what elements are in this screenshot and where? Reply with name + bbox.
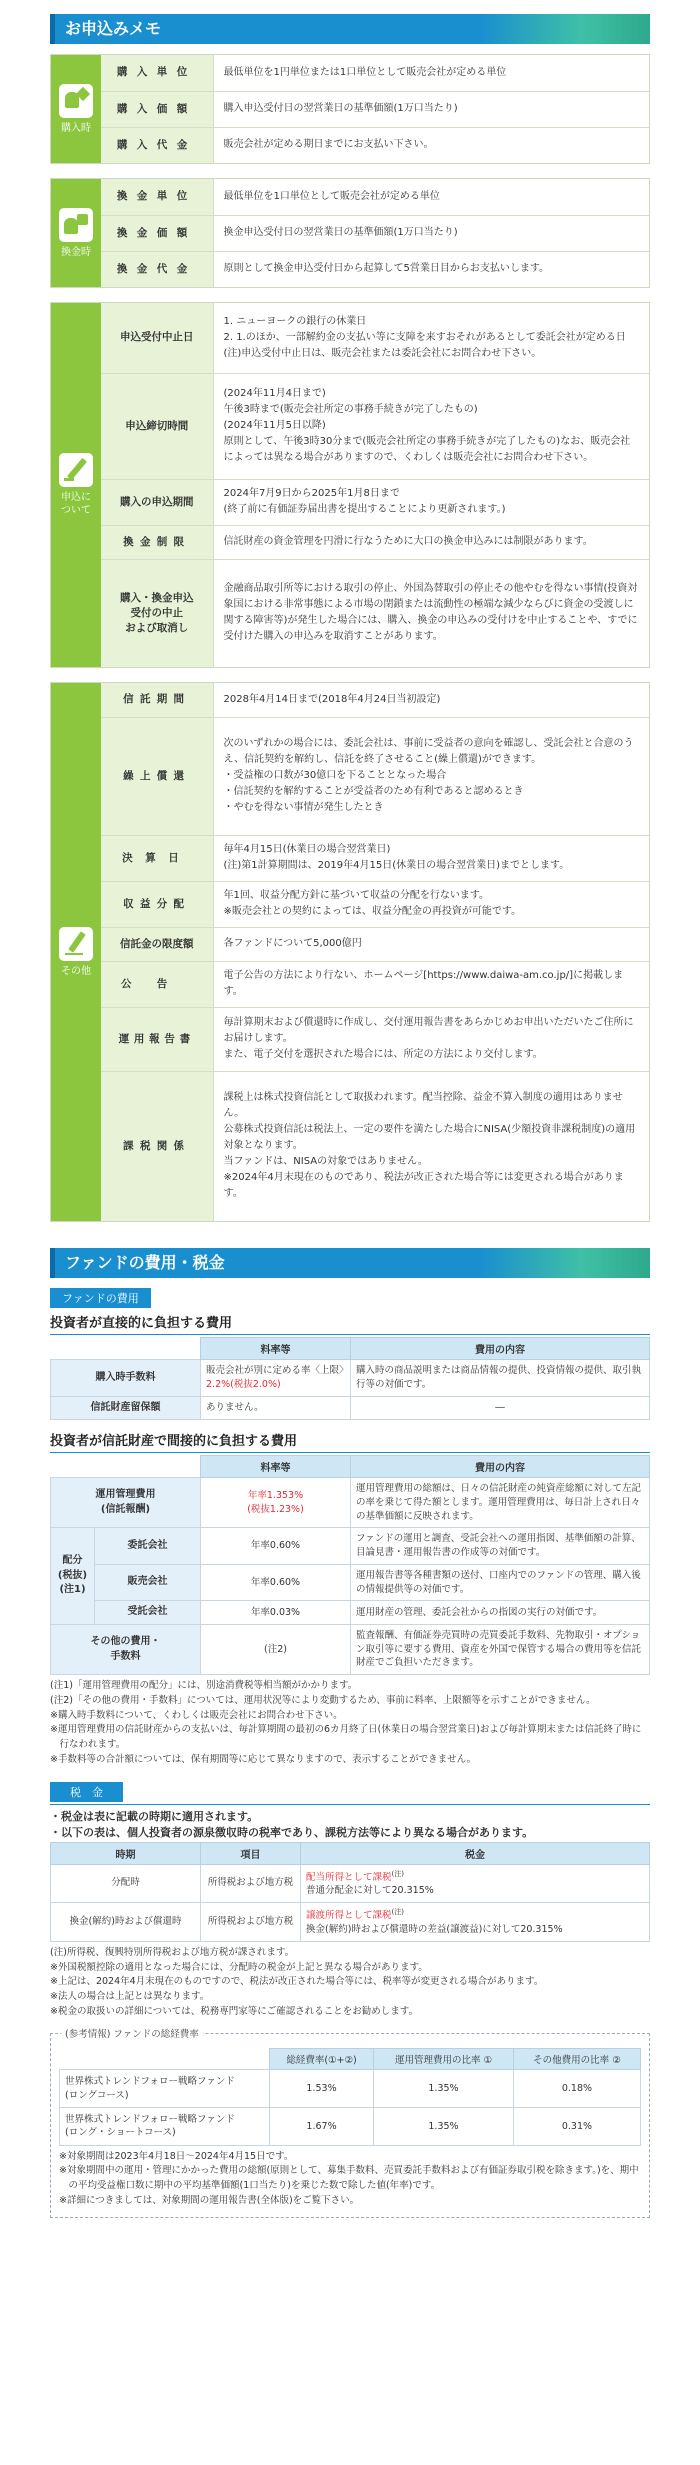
alloc-party: 受託会社 [95, 1601, 201, 1625]
row-value: 換金申込受付日の翌営業日の基準価額(1万口当たり) [213, 215, 649, 251]
alloc-party: 販売会社 [95, 1564, 201, 1601]
row-label: 信託期間 [101, 683, 213, 717]
tax-item: 所得税および地方税 [201, 1903, 301, 1942]
row-value: 課税上は株式投資信託として取扱われます。配当控除、益金不算入制度の適用はありません。 公募株式投資信託は税法上、一定の要件を満たした場合にNISA(少額投資非課税制度)の適用対象となります。 当ファンドは、NISAの対象ではありません。 ※2024年4月末現在のものであり、税法が改正された場合等には変更される場合があります。 [223, 1092, 636, 1200]
col-header: 総経費率(①+②) [270, 2049, 374, 2070]
col-header: 運用管理費用の比率 ① [374, 2049, 514, 2070]
purchase-hand-icon [59, 84, 93, 118]
rate-cell: 販売会社が別に定める率〈上限〉2.2%(税抜2.0%) [201, 1360, 351, 1397]
ratio-cell: 1.35% [374, 2070, 514, 2108]
memo-section-header: お申込みメモ [50, 14, 650, 44]
memo-redemption-side [51, 179, 101, 287]
memo-redemption-table [101, 179, 649, 287]
fund-name: 世界株式トレンドフォロー戦略ファンド (ロング・ショートコース) [60, 2108, 270, 2146]
rate-cell: 年率0.60% [201, 1564, 351, 1601]
note: ※購入時手数料について、くわしくは販売会社にお問合わせ下さい。 [50, 1709, 343, 1721]
desc-cell: ― [351, 1396, 650, 1420]
rate-cell: ありません。 [201, 1396, 351, 1420]
memo-application-side [51, 303, 101, 667]
alloc-party: 委託会社 [95, 1528, 201, 1565]
col-header: 時期 [51, 1842, 201, 1864]
row-label: 課税関係 [101, 1071, 213, 1221]
note: ※上記は、2024年4月末現在のものですので、税法が改正された場合等には、税率等が変更される場合があります。 [50, 1976, 544, 1988]
row-value: 年1回、収益分配方針に基づいて収益の分配を行ないます。 ※販売会社との契約によっては、収益分配金の再投資が可能です。 [213, 881, 649, 927]
tax-desc: 配当所得として課税$^{(注)}$ 普通分配金に対して20.315% [301, 1864, 650, 1903]
row-value: 次のいずれかの場合には、委託会社は、事前に受益者の意向を確認し、受託会社と合意のうえ、信託契約を解約し、信託を終了させること(繰上償還)ができます。 ・受益権の口数が30億口を下ることとなった場合 ・信託契約を解約することが受益者のため有利であると認めるとき ・やむを得ない事情が発生したとき [213, 717, 649, 835]
row-label: 換金価額 [101, 215, 213, 251]
tax-bullet: ・税金は表に記載の時期に適用されます。 [50, 1809, 259, 1823]
desc-cell: 購入時の商品説明または商品情報の提供、投資情報の提供、取引執行等の対価です。 [351, 1360, 650, 1397]
row-label: 繰上償還 [101, 717, 213, 835]
row-label: 換金代金 [101, 251, 213, 287]
rate-value: 2.2%(税抜2.0%) [206, 1378, 281, 1390]
tax-desc: 譲渡所得として課税$^{(注)}$ 換金(解約)時および償還時の差益(譲渡益)に対して20.315% [301, 1903, 650, 1942]
tax-item: 所得税および地方税 [201, 1864, 301, 1903]
memo-application-table [101, 303, 649, 667]
ratio-cell: 0.18% [513, 2070, 640, 2108]
tax-bullet: ・以下の表は、個人投資者の源泉徴収時の税率であり、課税方法等により異なる場合があります。 [50, 1825, 534, 1839]
row-value: 金融商品取引所等における取引の停止、外国為替取引の停止その他やむを得ない事情(投資対象国における非常事態による市場の閉鎖または流動性の極端な減少ならびに資金の受渡しに関する障害等)が発生した場合には、購入、換金の申込みの受付けを中止することや、すでに受付けた購入の申込みを取消すことがあります。 [223, 583, 638, 643]
tax-notes [50, 1946, 650, 2020]
row-value: 電子公告の方法により行ない、ホームページ[https://www.daiwa-am.co.jp/]に掲載します。 [213, 961, 649, 1007]
row-value: 毎計算期末および償還時に作成し、交付運用報告書をあらかじめお申出いただいたご住所にお届けします。 また、電子交付を選択された場合には、所定の方法により交付します。 [213, 1007, 649, 1071]
desc-cell: 運用報告書等各種書類の送付、口座内でのファンドの管理、購入後の情報提供等の対価です。 [351, 1564, 650, 1601]
note: (注)所得税、復興特別所得税および地方税が課されます。 [50, 1946, 295, 1958]
col-header: 費用の内容 [351, 1456, 650, 1478]
expense-ratio-table [59, 2048, 641, 2145]
tax-intro [50, 1804, 650, 1840]
rate-cell: 年率0.03% [201, 1601, 351, 1625]
row-value: 購入申込受付日の翌営業日の基準価額(1万口当たり) [213, 91, 649, 127]
row-label: 購入価額 [101, 91, 213, 127]
row-value: 2024年7月9日から2025年1月8日まで (終了前に有価証券届出書を提出することにより更新されます。) [213, 479, 649, 525]
row-label: 換金単位 [101, 179, 213, 215]
desc-cell: 運用管理費用の総額は、日々の信託財産の純資産総額に対して左記の率を乗じて得た額とします。運用管理費用は、毎日計上され日々の基準価額に反映されます。 [351, 1478, 650, 1528]
note: ※手数料等の合計額については、保有期間等に応じて異なりますので、表示することができません。 [50, 1753, 477, 1765]
row-value: 信託財産の資金管理を円滑に行なうために大口の換金申込みには制限があります。 [213, 525, 649, 559]
row-label: 運用管理費用 (信託報酬) [51, 1478, 201, 1528]
row-value: 最低単位を1円単位または1口単位として販売会社が定める単位 [213, 55, 649, 91]
direct-cost-table [50, 1337, 650, 1420]
indirect-cost-heading: 投資者が信託財産で間接的に負担する費用 [50, 1428, 650, 1453]
desc-cell: 監査報酬、有価証券売買時の売買委託手数料、先物取引・オプション取引等に要する費用、資産を外国で保管する場合の費用等を信託財産でご負担いただきます。 [351, 1624, 650, 1674]
memo-other-side [51, 683, 101, 1221]
row-label: 運用報告書 [101, 1007, 213, 1071]
note: ※税金の取扱いの詳細については、税務専門家等にご確認されることをお勧めします。 [50, 2005, 419, 2017]
row-value: 1. ニューヨークの銀行の休業日 2. 1.のほか、一部解約金の支払い等に支障を来すおそれがあるとして委託会社が定める日 (注)申込受付中止日は、販売会社または委託会社にお問合わせ下さい。 [213, 303, 649, 373]
note: ※法人の場合は上記とは異なります。 [50, 1991, 210, 2003]
memo-other-label: その他 [61, 965, 91, 977]
indirect-cost-table [50, 1455, 650, 1675]
rate-cell: 年率1.353% (税抜1.23%) [201, 1478, 351, 1528]
row-label: 購入時手数料 [51, 1360, 201, 1397]
row-value: 原則として換金申込受付日から起算して5営業日目からお支払いします。 [223, 263, 550, 275]
col-header: その他費用の比率 ② [513, 2049, 640, 2070]
note: ※運用管理費用の信託財産からの支払いは、毎計算期間の最初の6カ月終了日(休業日の場合翌営業日)および毎計算期末または信託終了時に行なわれます。 [50, 1724, 642, 1751]
reference-notes [59, 2150, 641, 2209]
row-value: 販売会社が定める期日までにお支払い下さい。 [223, 139, 434, 151]
col-header: 項目 [201, 1842, 301, 1864]
reference-title: (参考情報) ファンドの総経費率 [61, 2026, 203, 2040]
row-value: 毎年4月15日(休業日の場合翌営業日) (注)第1計算期間は、2019年4月15日(休業日の場合翌営業日)までとします。 [213, 835, 649, 881]
pencil-icon [59, 927, 93, 961]
row-label: 決算日 [101, 835, 213, 881]
alloc-label: 配分 (税抜) (注1) [51, 1528, 95, 1625]
col-header: 料率等 [201, 1338, 351, 1360]
memo-application-block [50, 302, 650, 668]
note: ※外国税額控除の適用となった場合には、分配時の税金が上記と異なる場合があります。 [50, 1961, 428, 1973]
row-label: 申込締切時間 [101, 373, 213, 479]
reference-box [50, 2029, 650, 2217]
note: (注1)「運用管理費用の配分」には、別途消費税等相当額がかかります。 [50, 1680, 358, 1692]
row-value: 最低単位を1口単位として販売会社が定める単位 [213, 179, 649, 215]
row-value: (2024年11月4日まで) 午後3時まで(販売会社所定の事務手続きが完了したもの) (2024年11月5日以降) 原則として、午後3時30分まで(販売会社所定の事務手続きが完了したもの)なお、販売会社によっては異なる場合がありますので、くわしくは販売会社にお問合わせ下さい。 [213, 373, 649, 479]
memo-purchase-side [51, 55, 101, 163]
direct-cost-heading: 投資者が直接的に負担する費用 [50, 1310, 650, 1335]
row-label: 購入単位 [101, 55, 213, 91]
row-label: その他の費用・ 手数料 [51, 1624, 201, 1674]
memo-application-label: 申込に ついて [61, 492, 91, 516]
row-label: 収益分配 [101, 881, 213, 927]
row-label: 公告 [101, 961, 213, 1007]
memo-other-block [50, 682, 650, 1222]
row-label: 購入代金 [101, 127, 213, 163]
fees-section-header: ファンドの費用・税金 [50, 1248, 650, 1278]
tax-tab-label: 税 金 [50, 1782, 123, 1802]
note: (注2)「その他の費用・手数料」については、運用状況等により変動するため、事前に料率、上限額等を示すことができません。 [50, 1694, 596, 1706]
col-header: 料率等 [201, 1456, 351, 1478]
memo-other-table [101, 683, 649, 1221]
row-label: 換金制限 [101, 525, 213, 559]
fees-tab-label: ファンドの費用 [50, 1288, 151, 1308]
row-value: 2028年4月14日まで(2018年4月24日当初設定) [213, 683, 649, 717]
memo-purchase-label: 購入時 [61, 122, 91, 134]
tax-when: 分配時 [51, 1864, 201, 1903]
row-label: 信託金の限度額 [101, 927, 213, 961]
fund-name: 世界株式トレンドフォロー戦略ファンド (ロングコース) [60, 2070, 270, 2108]
row-label: 申込受付中止日 [101, 303, 213, 373]
pen-icon [59, 453, 93, 487]
col-header: 費用の内容 [351, 1338, 650, 1360]
note: ※対象期間は2023年4月18日～2024年4月15日です。 [59, 2150, 294, 2162]
note: ※対象期間中の運用・管理にかかった費用の総額(原則として、募集手数料、売買委託手数料および有価証券取引税を除きます。)を、期中の平均受益権口数に期中の平均基準価額(1口当たり)を乗じた数で除した値(年率)です。 [59, 2165, 639, 2192]
ratio-cell: 1.35% [374, 2108, 514, 2146]
memo-redemption-label: 換金時 [61, 246, 91, 258]
ratio-cell: 0.31% [513, 2108, 640, 2146]
memo-purchase-block [50, 54, 650, 164]
row-label: 信託財産留保額 [51, 1396, 201, 1420]
row-label: 購入・換金申込 受付の中止 および取消し [101, 559, 213, 667]
fee-notes [50, 1679, 650, 1767]
tax-table [50, 1842, 650, 1942]
ratio-cell: 1.53% [270, 2070, 374, 2108]
row-value: 各ファンドについて5,000億円 [213, 927, 649, 961]
col-header: 税金 [301, 1842, 650, 1864]
desc-cell: ファンドの運用と調査、受託会社への運用指図、基準価額の計算、目論見書・運用報告書の作成等の対価です。 [351, 1528, 650, 1565]
memo-purchase-table [101, 55, 649, 163]
tax-when: 換金(解約)時および償還時 [51, 1903, 201, 1942]
rate-cell: 年率0.60% [201, 1528, 351, 1565]
ratio-cell: 1.67% [270, 2108, 374, 2146]
note: ※詳細につきましては、対象期間の運用報告書(全体版)をご覧下さい。 [59, 2194, 360, 2206]
redemption-hand-icon [59, 208, 93, 242]
row-label: 購入の申込期間 [101, 479, 213, 525]
desc-cell: 運用財産の管理、委託会社からの指図の実行の対価です。 [351, 1601, 650, 1625]
memo-redemption-block [50, 178, 650, 288]
rate-cell: (注2) [201, 1624, 351, 1674]
